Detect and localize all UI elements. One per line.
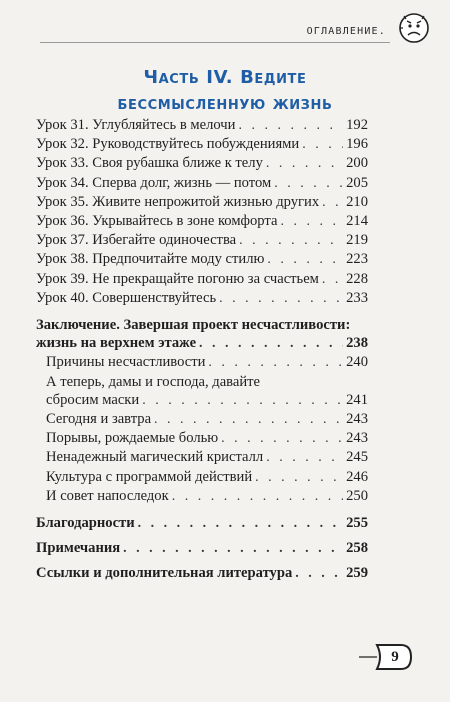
toc-entry-label: Урок 38. Предпочитайте моду стилю (36, 251, 265, 268)
toc-entry[interactable] (36, 289, 368, 308)
dot-leader (255, 469, 343, 487)
toc-entry[interactable] (36, 154, 368, 173)
toc-subentry[interactable] (36, 353, 368, 372)
dot-leader (208, 354, 343, 372)
toc-backmatter-entry[interactable] (36, 514, 368, 533)
dot-leader (322, 194, 343, 212)
toc-entry-page: 205 (346, 174, 368, 191)
toc-entry-page: 243 (346, 430, 368, 447)
toc-entry-page: 245 (346, 449, 368, 466)
toc-entry-label: сбросим маски (46, 391, 140, 408)
toc-entry-label: Урок 32. Руководствуйтесь побуждениями (36, 136, 300, 153)
dot-leader (238, 117, 343, 135)
running-header (0, 0, 450, 50)
toc-entry-label: Сегодня и завтра (46, 411, 152, 428)
toc-entry[interactable] (36, 212, 368, 231)
part-title-line2: бессмысленную жизнь (117, 93, 333, 114)
table-of-contents (36, 116, 368, 584)
toc-entry-label: Благодарности (36, 515, 135, 532)
toc-entry-label: Причины несчастливости (46, 354, 206, 371)
toc-entry[interactable] (36, 135, 368, 154)
header-label: ОГЛАВЛЕНИЕ. (306, 26, 386, 37)
toc-entry-label: Ссылки и дополнительная литература (36, 565, 293, 582)
toc-entry[interactable] (36, 270, 368, 289)
toc-entry-label: И совет напоследок (46, 487, 169, 504)
toc-entry-page: 223 (346, 251, 368, 268)
toc-entry-label: Урок 37. Избегайте одиночества (36, 232, 237, 249)
dot-leader (266, 155, 343, 173)
page-number: 9 (391, 649, 399, 665)
dot-leader (322, 271, 343, 289)
toc-entry[interactable] (36, 250, 368, 269)
toc-entry-label: Урок 36. Укрывайтесь в зоне комфорта (36, 213, 278, 230)
dot-leader (154, 411, 343, 429)
toc-entry[interactable] (36, 231, 368, 250)
dot-leader (123, 540, 343, 558)
toc-entry[interactable] (36, 116, 368, 135)
dot-leader (239, 232, 343, 250)
toc-entry-label: Ненадежный магический кристалл (46, 449, 264, 466)
dot-leader (295, 565, 343, 583)
toc-entry-label: Урок 33. Своя рубашка ближе к телу (36, 155, 263, 172)
toc-entry-page: 259 (346, 565, 368, 582)
dot-leader (302, 136, 343, 154)
dot-leader (172, 488, 343, 506)
toc-entry-page: 228 (346, 270, 368, 287)
part-title-line1: Часть IV. Ведите (143, 67, 307, 88)
toc-subentry[interactable] (36, 391, 368, 410)
toc-entry-page: 233 (346, 289, 368, 306)
dot-leader (142, 392, 343, 410)
toc-entry-label: Порывы, рождаемые болью (46, 430, 219, 447)
toc-entry-page: 258 (346, 540, 368, 557)
section-gap (36, 506, 368, 514)
toc-entry-page: 219 (346, 232, 368, 249)
dot-leader (267, 251, 343, 269)
toc-entry-label: Урок 35. Живите непрожитой жизнью других (36, 193, 320, 210)
toc-subentry[interactable] (36, 448, 368, 467)
dot-leader (219, 290, 343, 308)
dot-leader (138, 515, 343, 533)
toc-entry-page: 241 (346, 391, 368, 408)
toc-entry-label: Урок 34. Сперва долг, жизнь — потом (36, 174, 272, 191)
toc-entry-label: Урок 40. Совершенствуйтесь (36, 289, 217, 306)
dot-leader (266, 449, 343, 467)
toc-entry-page: 196 (346, 136, 368, 153)
header-rule (40, 42, 390, 43)
dot-leader (221, 430, 343, 448)
toc-entry-label: Примечания (36, 540, 121, 557)
toc-entry-label: жизнь на верхнем этаже (36, 335, 197, 352)
toc-entry-label: Культура с программой действий (46, 468, 253, 485)
toc-entry-page: 240 (346, 354, 368, 371)
toc-backmatter-entry[interactable] (36, 539, 368, 558)
toc-entry-page: 246 (346, 468, 368, 485)
conclusion-heading[interactable] (36, 334, 368, 353)
toc-subentry[interactable] (36, 410, 368, 429)
toc-entry-page: 192 (346, 117, 368, 133)
toc-entry-page: 210 (346, 193, 368, 210)
toc-entry-page: 255 (346, 515, 368, 532)
toc-entry-page: 238 (346, 335, 368, 352)
toc-entry-label: Урок 31. Углубляйтесь в мелочи (36, 117, 236, 133)
toc-subentry[interactable] (36, 487, 368, 506)
toc-entry[interactable] (36, 174, 368, 193)
toc-subentry[interactable] (36, 468, 368, 487)
toc-entry-page: 200 (346, 155, 368, 172)
dot-leader (274, 175, 343, 193)
dot-leader (280, 213, 343, 231)
worried-face-icon (396, 10, 432, 46)
section-gap (36, 308, 368, 316)
toc-entry-page: 250 (346, 487, 368, 504)
conclusion-heading-line1[interactable]: Заключение. Завершая проект несчастливости: (36, 317, 351, 334)
toc-entry-label: Урок 39. Не прекращайте погоню за счастьем (36, 270, 319, 287)
dot-leader (199, 335, 343, 353)
toc-subentry-line1[interactable]: А теперь, дамы и господа, давайте (46, 373, 261, 390)
toc-entry[interactable] (36, 193, 368, 212)
toc-entry-page: 243 (346, 411, 368, 428)
toc-subentry[interactable] (36, 429, 368, 448)
toc-backmatter-entry[interactable] (36, 564, 368, 583)
toc-entry-page: 214 (346, 213, 368, 230)
